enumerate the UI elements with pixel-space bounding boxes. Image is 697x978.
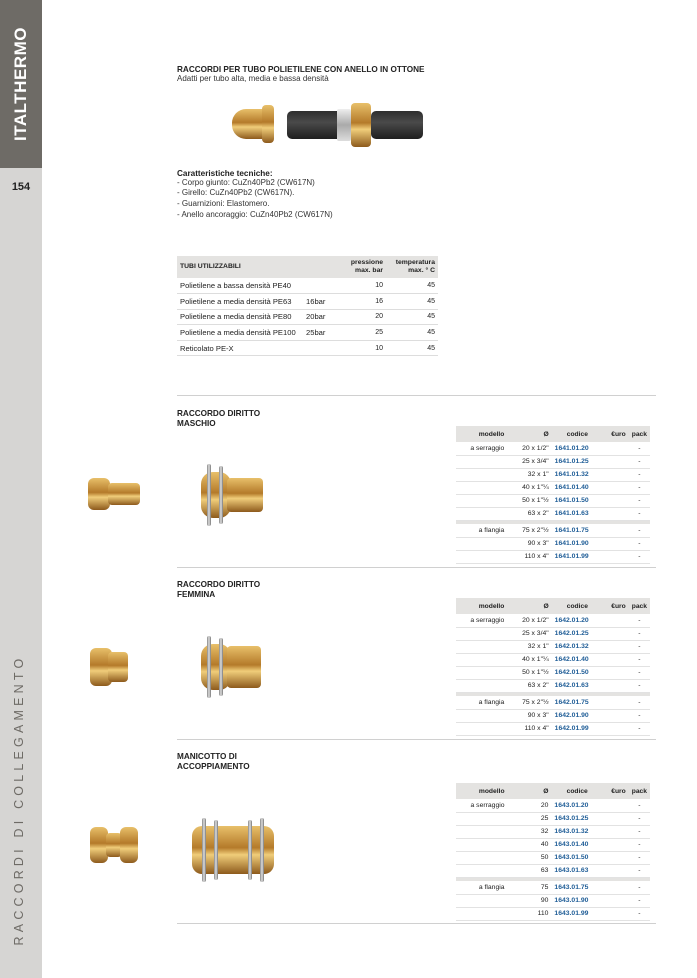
table-row: Polietilene a media densità PE100 25bar 25 45 (177, 325, 438, 341)
table-row: a flangia 75 x 2"½ 1642.01.75 - (456, 696, 650, 709)
table-row: 40 x 1"¼ 1642.01.40 - (456, 653, 650, 666)
table-row: Polietilene a media densità PE80 20bar 20 45 (177, 309, 438, 325)
product-image-small (88, 476, 140, 512)
table-row: 40 x 1"¼ 1641.01.40 - (456, 481, 650, 494)
intro-subtitle: Adatti per tubo alta, media e bassa densità (177, 74, 329, 83)
brand-block (0, 0, 42, 168)
table-row: a serraggio 20 x 1/2" 1641.01.20 - (456, 442, 650, 455)
table-row: a flangia 75 1643.01.75 - (456, 881, 650, 894)
intro-title: RACCORDI PER TUBO POLIETILENE CON ANELLO IN OTTONE (177, 65, 425, 74)
product-title: MANICOTTO DI (177, 752, 237, 761)
tech-line: - Girello: CuZn40Pb2 (CW617N). (177, 188, 295, 197)
product-subtitle: MASCHIO (177, 419, 216, 428)
table-row: 90 x 3" 1642.01.90 - (456, 709, 650, 722)
table-row: a serraggio 20 1643.01.20 - (456, 799, 650, 812)
table-row: 63 x 2" 1642.01.63 - (456, 679, 650, 692)
product-title: RACCORDO DIRITTO (177, 580, 261, 589)
divider (177, 395, 656, 396)
product-title: RACCORDO DIRITTO (177, 409, 261, 418)
table-row: a serraggio 20 x 1/2" 1642.01.20 - (456, 614, 650, 627)
tech-title: Caratteristiche tecniche: (177, 169, 273, 178)
table-row: Polietilene a media densità PE63 16bar 16 45 (177, 294, 438, 310)
table-row: 110 x 4" 1641.01.99 - (456, 550, 650, 563)
table-row: 25 1643.01.25 - (456, 812, 650, 825)
divider (177, 739, 656, 740)
table-row: 110 x 4" 1642.01.99 - (456, 722, 650, 735)
table-row: 50 x 1"½ 1642.01.50 - (456, 666, 650, 679)
pipes-table-header (177, 256, 438, 278)
table-row: 90 1643.01.90 - (456, 894, 650, 907)
pipes-table (177, 256, 438, 356)
product-image-flange (193, 464, 268, 526)
table-row: 50 1643.01.50 - (456, 851, 650, 864)
divider (177, 923, 656, 924)
product-image-flange (193, 636, 268, 698)
divider (177, 567, 656, 568)
table-row: 32 x 1" 1641.01.32 - (456, 468, 650, 481)
product-table-header: modello Ø codice €uro pack (456, 426, 650, 442)
table-row: 63 1643.01.63 - (456, 864, 650, 877)
table-row: 110 1643.01.99 - (456, 907, 650, 920)
table-row: 90 x 3" 1641.01.90 - (456, 537, 650, 550)
intro-product-image (229, 100, 424, 150)
table-row: 25 x 3/4" 1641.01.25 - (456, 455, 650, 468)
table-row: 63 x 2" 1641.01.63 - (456, 507, 650, 520)
table-row: 40 1643.01.40 - (456, 838, 650, 851)
brand-logo: ITALTHERMO (11, 27, 30, 141)
product-table (456, 426, 650, 564)
header-tubi: TUBI UTILIZZABILI (177, 256, 334, 278)
product-subtitle: ACCOPPIAMENTO (177, 762, 250, 771)
product-image-small (90, 648, 128, 686)
table-row: 25 x 3/4" 1642.01.25 - (456, 627, 650, 640)
table-row: a flangia 75 x 2"½ 1641.01.75 - (456, 524, 650, 537)
product-image-flange (192, 818, 274, 882)
product-table (456, 598, 650, 736)
product-subtitle: FEMMINA (177, 590, 216, 599)
product-table-header: modello Ø codice €uro pack (456, 598, 650, 614)
product-table (456, 783, 650, 921)
table-row: Reticolato PE-X 10 45 (177, 340, 438, 356)
table-row: 32 1643.01.32 - (456, 825, 650, 838)
table-row: 32 x 1" 1642.01.32 - (456, 640, 650, 653)
page-number: 154 (11, 181, 31, 193)
header-pressione: pressione max. bar (334, 256, 386, 278)
sidebar (0, 0, 42, 978)
tech-line: - Guarnizioni: Elastomero. (177, 199, 270, 208)
product-table-header: modello Ø codice €uro pack (456, 783, 650, 799)
table-row: 50 x 1"½ 1641.01.50 - (456, 494, 650, 507)
header-temperatura: temperatura max. ° C (386, 256, 438, 278)
tech-line: - Corpo giunto: CuZn40Pb2 (CW617N) (177, 178, 315, 187)
tech-line: - Anello ancoraggio: CuZn40Pb2 (CW617N) (177, 210, 333, 219)
section-vertical-title: RACCORDI DI COLLEGAMENTO (12, 654, 26, 946)
table-row: Polietilene a bassa densità PE40 10 45 (177, 278, 438, 294)
product-image-small (90, 827, 138, 863)
